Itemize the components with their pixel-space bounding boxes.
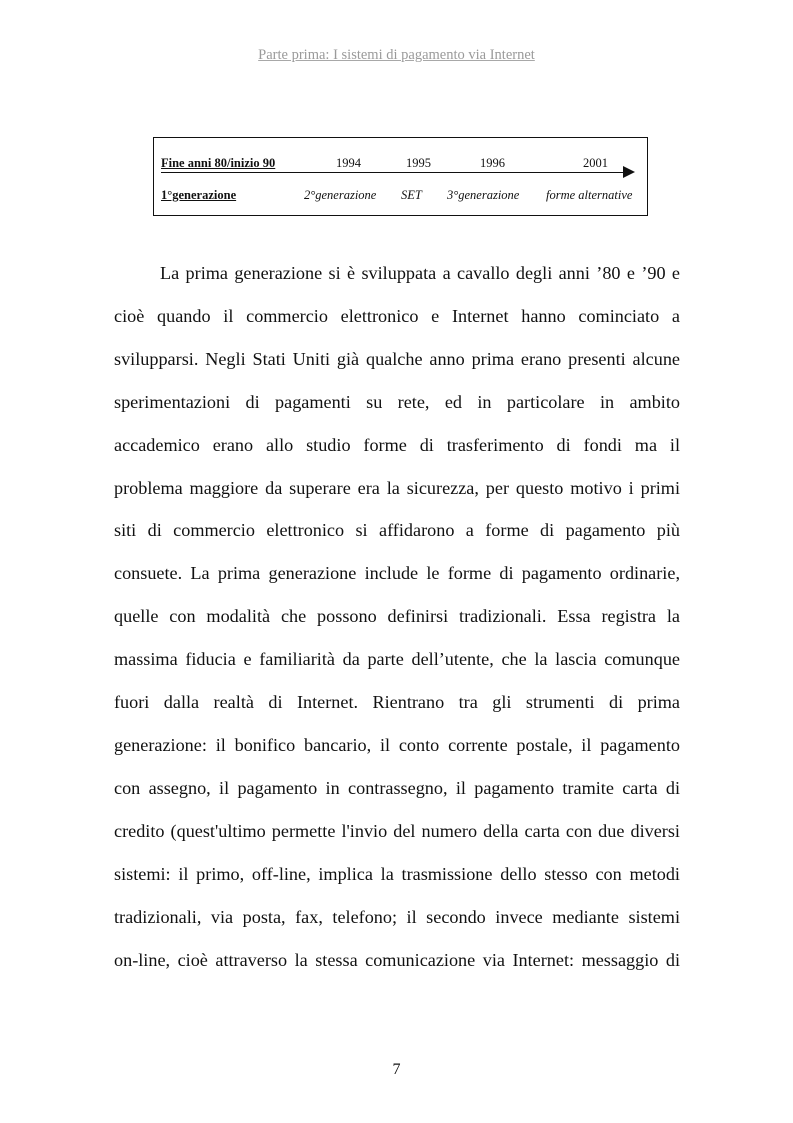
text-line: siti di commercio elettronico si affidarono a forme di pagamento più <box>114 520 680 541</box>
body-paragraph <box>114 252 680 981</box>
timeline-label-start: Fine anni 80/inizio 90 <box>161 156 276 170</box>
text-line: con assegno, il pagamento in contrassegno, il pagamento tramite carta di <box>114 777 680 798</box>
text-line: generazione: il bonifico bancario, il conto corrente postale, il pagamento <box>114 734 680 755</box>
running-header: Parte prima: I sistemi di pagamento via Internet <box>258 47 535 63</box>
timeline-year-1994: 1994 <box>336 156 361 170</box>
timeline-label-alternative-forms: forme alternative <box>546 188 633 202</box>
text-line: cioè quando il commercio elettronico e Internet hanno cominciato a <box>114 305 680 326</box>
arrow-right-icon <box>623 166 635 178</box>
text-line: quelle con modalità che possono definirsi tradizionali. Essa registra la <box>114 606 680 627</box>
timeline-year-1995: 1995 <box>406 156 431 170</box>
timeline-year-2001: 2001 <box>583 156 608 170</box>
timeline-figure <box>153 137 648 216</box>
text-line: consuete. La prima generazione include le forme di pagamento ordinarie, <box>114 563 680 584</box>
timeline-label-first-generation: 1°generazione <box>161 188 237 202</box>
timeline-year-1996: 1996 <box>480 156 505 170</box>
text-line: La prima generazione si è sviluppata a cavallo degli anni ’80 e ’90 e <box>160 263 680 283</box>
text-line: credito (quest'ultimo permette l'invio del numero della carta con due diversi <box>114 820 680 841</box>
text-line: problema maggiore da superare era la sicurezza, per questo motivo i primi <box>114 477 680 498</box>
timeline-label-second-generation: 2°generazione <box>304 188 377 202</box>
text-line: svilupparsi. Negli Stati Uniti già qualche anno prima erano presenti alcune <box>114 348 680 369</box>
text-line: fuori dalla realtà di Internet. Rientrano tra gli strumenti di prima <box>114 692 680 713</box>
timeline-label-set: SET <box>401 188 422 202</box>
text-line: massima fiducia e familiarità da parte dell’utente, che la lascia comunque <box>114 649 680 670</box>
text-line: on-line, cioè attraverso la stessa comunicazione via Internet: messaggio di <box>114 949 680 970</box>
text-line: tradizionali, via posta, fax, telefono; il secondo invece mediante sistemi <box>114 906 680 927</box>
text-line: accademico erano allo studio forme di trasferimento di fondi ma il <box>114 434 680 455</box>
timeline-label-third-generation: 3°generazione <box>447 188 520 202</box>
text-line: sistemi: il primo, off-line, implica la trasmissione dello stesso con metodi <box>114 863 680 884</box>
page-number: 7 <box>392 1061 401 1078</box>
text-line: sperimentazioni di pagamenti su rete, ed in particolare in ambito <box>114 391 680 412</box>
timeline-axis <box>161 172 625 173</box>
